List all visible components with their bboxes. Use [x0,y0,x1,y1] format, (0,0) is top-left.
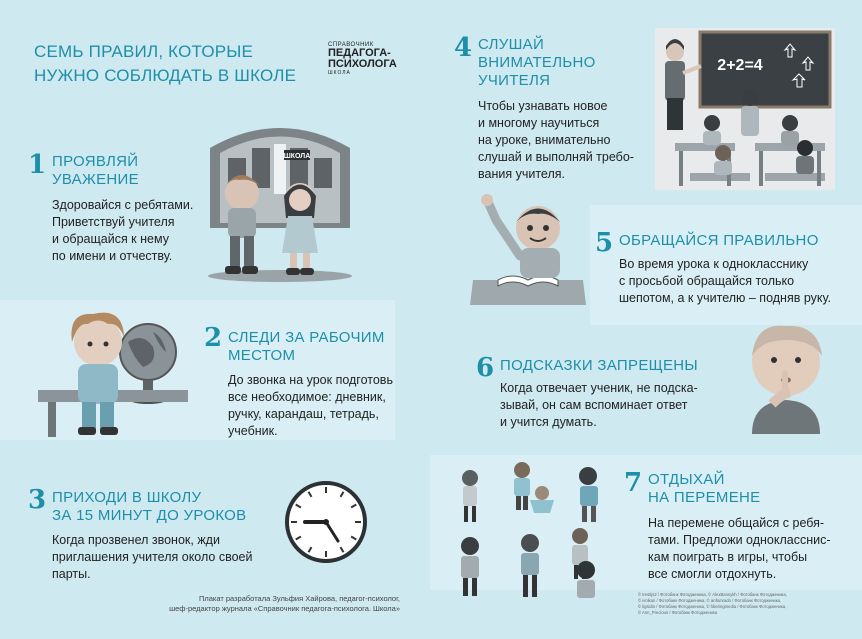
rule-2-text-line2: все необходимое: дневник, [228,390,386,404]
rule-7-heading-line2: НА ПЕРЕМЕНЕ [648,489,761,506]
rule-6-heading [500,357,698,375]
rule-7-text [648,515,831,583]
poster-credit-line2: шеф-редактор журнала «Справочник педагога-психолога. Школа» [169,604,400,613]
rule-3-heading [52,489,246,525]
rule-3-text-line3: парты. [52,567,91,581]
rule-6-text [500,380,698,431]
rule-4-heading-line2: ВНИМАТЕЛЬНО [478,54,596,71]
rule-1-text-line1: Здоровайся с ребятами. [52,198,194,212]
rule-2-number: 2 [204,323,223,353]
logo-line4: ШКОЛА [328,70,351,76]
rule-2-heading [228,329,385,365]
rule-4-text-line2: и многому научиться [478,116,600,130]
photo-credit-line4: © Ann_Precious / Фотобанк Фотодженика [638,610,718,615]
rule-7-text-line1: На перемене общайся с ребя- [648,516,825,530]
rule-4-text-line1: Чтобы узнавать новое [478,99,608,113]
poster-title-line1: СЕМЬ ПРАВИЛ, КОТОРЫЕ [34,42,254,61]
rule-6-text-line2: зывай, он сам вспоминает ответ [500,398,688,412]
rule-7-text-line4: все смогли отдохнуть. [648,567,777,581]
rule-3-number: 3 [28,485,47,515]
rule-5-text-line2: с просьбой обращайся только [619,274,795,288]
rule-4-heading-line1: СЛУШАЙ [478,36,545,53]
rule-4-text-line3: на уроке, внимательно [478,133,611,147]
rule-5-heading [619,232,819,250]
rule-3-text-line2: приглашения учителя около своей [52,550,253,564]
globe-boy-illustration [38,302,193,440]
poster-credit [160,594,400,614]
rule-2-text-line4: учебник. [228,424,278,438]
rule-2-heading-line2: МЕСТОМ [228,347,296,364]
photo-credit-line3: © ligsidio / Фотобанк Фотодженика, © hberingmedia / Фотобанк Фотодженика, [638,604,787,609]
logo-line2: ПЕДАГОГА- [328,47,391,59]
rule-4-heading [478,36,596,90]
rule-7-number: 7 [624,468,643,498]
rule-4-text-line5: вания учителя. [478,167,565,181]
rule-5-number: 5 [595,228,614,258]
rule-5-text-line3: шепотом, а к учителю – подняв руку. [619,291,831,305]
rule-1-text-line2: Приветствуй учителя [52,215,175,229]
rule-3-text-line1: Когда прозвенел звонок, жди [52,533,220,547]
rule-1-text [52,197,193,265]
chalkboard-text: 2+2=4 [717,57,763,74]
rule-7-text-line2: тами. Предложи однокласснис- [648,533,831,547]
rule-3-heading-line2: ЗА 15 МИНУТ ДО УРОКОВ [52,507,247,524]
rule-2-text [228,372,393,440]
rule-5-text [619,256,831,307]
rule-2-text-line1: До звонка на урок подготовь [228,373,393,387]
rule-6-text-line1: Когда отвечает ученик, не подска- [500,381,698,395]
rule-1-heading-line2: УВАЖЕНИЕ [52,171,139,188]
logo-line1: СПРАВОЧНИК [328,42,374,48]
rule-1-heading [52,153,139,189]
rule-5-text-line1: Во время урока к однокласснику [619,257,809,271]
rule-2-text-line3: ручку, карандаш, тетрадь, [228,407,379,421]
rule-4-text [478,98,634,183]
quiet-boy-illustration [742,322,830,434]
poster-title-line2: НУЖНО СОБЛЮДАТЬ В ШКОЛЕ [34,66,297,85]
rule-7-text-line3: кам поиграть в игры, чтобы [648,550,808,564]
rule-6-heading-line1: ПОДСКАЗКИ ЗАПРЕЩЕНЫ [500,357,698,374]
rule-4-number: 4 [454,33,473,63]
rule-1-number: 1 [28,150,47,180]
rule-6-number: 6 [476,353,495,383]
photo-credit-line1: © trestijs2 / Фотобанк Фотодженика, © AlexBannykh / Фотобанк Фотодженика, [638,592,787,597]
rule-7-heading-line1: ОТДЫХАЙ [648,471,725,488]
rule-4-text-line4: слушай и выполняй требо- [478,150,634,164]
clock-illustration [285,481,367,563]
school-kids-illustration [200,108,360,283]
classroom-illustration [655,28,835,190]
rule-1-heading-line1: ПРОЯВЛЯЙ [52,153,139,170]
rule-1-text-line4: по имени и отчеству. [52,249,173,263]
journal-logo [328,42,408,76]
logo-line3: ПСИХОЛОГА [328,58,397,70]
photo-credit-line2: © ivnikan / Фотобанк Фотодженика, © anfomrado / Фотобанк Фотодженика, [638,598,782,603]
rule-1-text-line3: и обращайся к нему [52,232,169,246]
rule-2-heading-line1: СЛЕДИ ЗА РАБОЧИМ [228,329,385,346]
playing-kids-illustration [450,458,620,608]
photo-credits [638,592,787,616]
rule-5-heading-line1: ОБРАЩАЙСЯ ПРАВИЛЬНО [619,232,819,249]
rule-7-heading [648,471,760,507]
poster-credit-line1: Плакат разработала Зульфия Хайрова, педагог-психолог, [198,594,400,603]
rule-6-text-line3: и учится думать. [500,415,597,429]
school-sign-text: ШКОЛА [283,153,311,160]
poster-title [34,40,314,88]
rule-4-heading-line3: УЧИТЕЛЯ [478,72,551,89]
raised-hand-illustration [468,190,588,310]
rule-3-heading-line1: ПРИХОДИ В ШКОЛУ [52,489,202,506]
rule-3-text [52,532,252,583]
